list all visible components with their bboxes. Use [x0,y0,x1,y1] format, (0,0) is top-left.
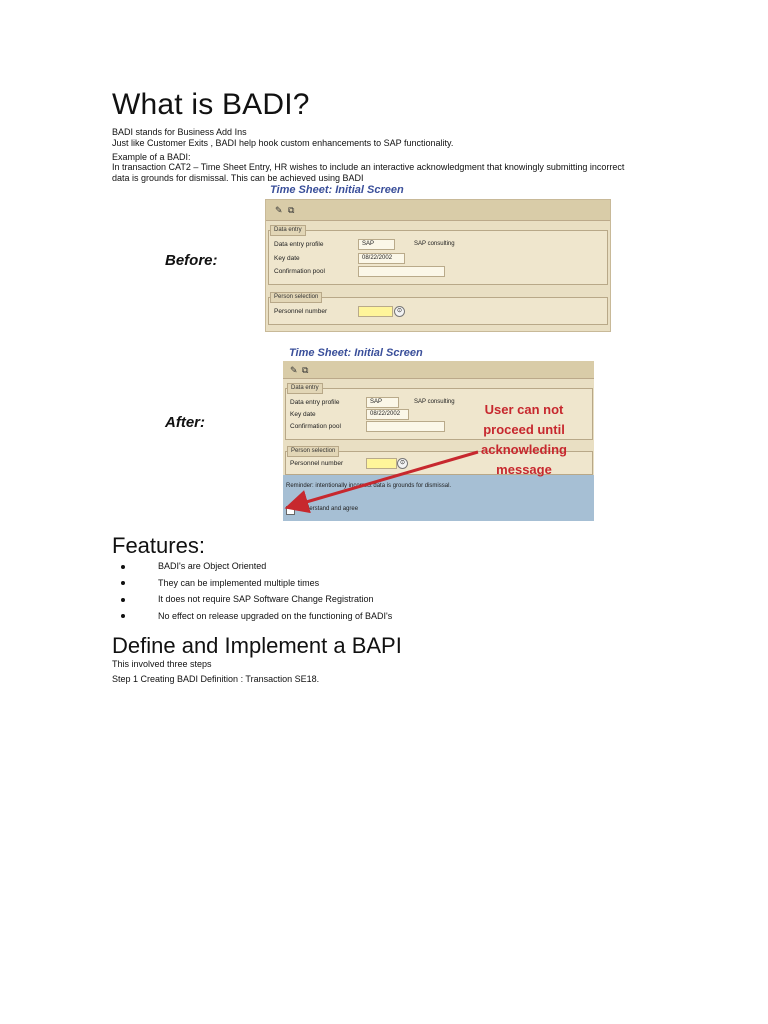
before-profile-desc: SAP consulting [414,241,455,247]
before-data-entry-tab: Data entry [270,225,306,236]
feature-item-3: It does not require SAP Software Change Registration [158,594,374,604]
intro-line-4: In transaction CAT2 – Time Sheet Entry, HR wishes to include an interactive acknowledgment that knowingly submitting incorrect [112,162,625,172]
before-screen-title: Time Sheet: Initial Screen [270,184,404,196]
after-reminder-text: Reminder: intentionally incorrect data is grounds for dismissal. [286,483,452,489]
callout-line-4: message [496,462,552,477]
after-data-entry-tab: Data entry [287,383,323,394]
intro-line-1: BADI stands for Business Add Ins [112,127,247,137]
search-help-icon[interactable]: ⊙ [397,458,408,469]
after-person-tab: Person selection [287,446,339,457]
pencil-icon[interactable]: ✎ [275,205,283,215]
copy-icon[interactable]: ⧉ [302,365,309,375]
after-screen-title: Time Sheet: Initial Screen [289,347,423,359]
intro-line-5: data is grounds for dismissal. This can be achieved using BADI [112,173,364,183]
intro-line-2: Just like Customer Exits , BADI help hook custom enhancements to SAP functionality. [112,138,454,148]
bullet-dot [121,614,125,618]
after-profile-desc: SAP consulting [414,399,455,405]
before-confirmation-label: Confirmation pool [274,268,325,275]
features-heading: Features: [112,533,205,558]
page-title: What is BADI? [112,88,310,121]
before-person-tab: Person selection [270,292,322,303]
before-key-date-label: Key date [274,255,300,262]
bullet-dot [121,581,125,585]
callout-line-2: proceed until [483,422,565,437]
callout-line-1: User can not [484,402,564,417]
define-line-1: This involved three steps [112,659,212,669]
arrow-line [296,452,478,505]
copy-icon[interactable]: ⧉ [288,205,295,215]
feature-item-2: They can be implemented multiple times [158,578,320,588]
pencil-icon[interactable]: ✎ [290,365,298,375]
before-profile-input[interactable]: SAP [358,239,395,250]
after-key-date-input[interactable]: 08/22/2002 [366,409,409,420]
define-heading: Define and Implement a BAPI [112,633,402,658]
intro-line-3: Example of a BADI: [112,152,191,162]
feature-item-1: BADI's are Object Oriented [158,561,267,571]
after-confirmation-label: Confirmation pool [290,423,341,430]
feature-item-4: No effect on release upgraded on the functioning of BADI's [158,611,393,621]
before-personnel-label: Personnel number [274,308,328,315]
before-key-date-input[interactable]: 08/22/2002 [358,253,405,264]
define-line-2: Step 1 Creating BADI Definition : Transaction SE18. [112,674,320,684]
after-profile-label: Data entry profile [290,399,340,406]
bullet-dot [121,565,125,569]
before-profile-label: Data entry profile [274,241,324,248]
after-profile-input[interactable]: SAP [366,397,399,408]
agree-label: I understand and agree [296,506,359,512]
search-help-icon[interactable]: ⊙ [394,306,405,317]
after-key-date-label: Key date [290,411,316,418]
bullet-dot [121,598,125,602]
after-personnel-label: Personnel number [290,460,344,467]
after-label: After: [165,414,205,431]
before-label: Before: [165,252,218,269]
callout-line-3: acknowleding [481,442,567,457]
